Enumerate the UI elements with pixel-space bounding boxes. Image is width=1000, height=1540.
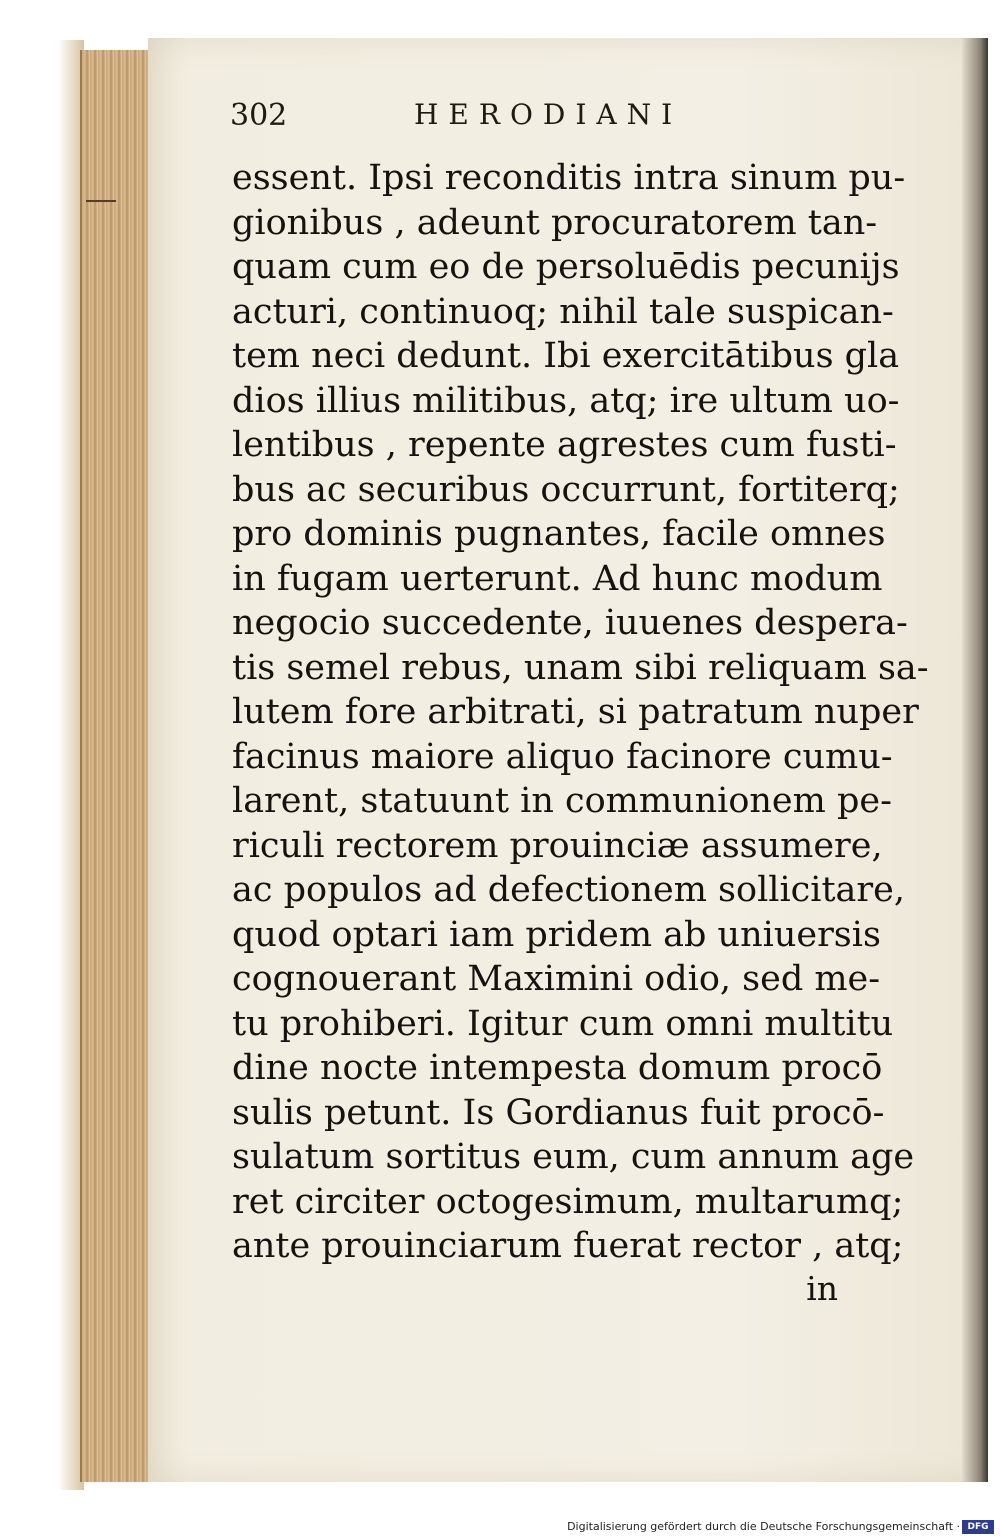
text-line: ac populos ad defectionem sollicitare, [232, 870, 905, 910]
edge-mark [86, 200, 116, 202]
text-line: bus ac securibus occurrunt, fortiterq; [232, 469, 900, 510]
text-line: pro dominis pugnantes, facile omnes [232, 514, 886, 554]
text-line: negocio succedente, iuuenes despera- [232, 603, 908, 643]
text-line: in fugam uerterunt. Ad hunc modum [232, 558, 883, 599]
text-line: ret circiter octogesimum, multarumq; [232, 1181, 904, 1222]
text-line: ante prouinciarum fuerat rector , atq; [232, 1226, 904, 1266]
text-line: acturi, continuoq; nihil tale suspican- [232, 291, 894, 332]
dfg-logo: DFG [962, 1520, 994, 1534]
text-line: quam cum eo de persoluēdis pecunijs [232, 247, 900, 287]
text-line: dine nocte intempesta domum procō [232, 1048, 883, 1088]
digitization-credit: Digitalisierung gefördert durch die Deutsche Forschungsgemeinschaft · [567, 1520, 960, 1533]
text-line: lutem fore arbitrati, si patratum nuper [232, 692, 919, 732]
text-line: larent, statuunt in communionem pe- [232, 781, 892, 821]
running-head-title: HERODIANI [414, 98, 683, 131]
text-line: dios illius militibus, atq; ire ultum uo- [232, 380, 900, 421]
text-line: riculi rectorem prouinciæ assumere, [232, 825, 883, 866]
page-edges [80, 50, 152, 1482]
text-block [232, 156, 929, 1309]
text-line: sulatum sortitus eum, cum annum age [232, 1137, 915, 1177]
text-line: tis semel rebus, unam sibi reliquam sa- [232, 647, 929, 688]
text-line: cognouerant Maximini odio, sed me- [232, 959, 881, 999]
text-line: essent. Ipsi reconditis intra sinum pu- [232, 158, 906, 198]
binding-gutter [962, 38, 988, 1482]
running-head [230, 92, 830, 142]
text-line: gionibus , adeunt procuratorem tan- [232, 202, 878, 243]
text-line: tem neci dedunt. Ibi exercitātibus gla [232, 336, 900, 376]
text-line: lentibus , repente agrestes cum fusti- [232, 425, 897, 465]
text-line: quod optari iam pridem ab uniuersis [232, 914, 881, 955]
text-line: tu prohiberi. Igitur cum omni multitu [232, 1003, 894, 1044]
catchword: in [806, 1268, 838, 1308]
text-line: facinus maiore aliquo facinore cumu- [232, 736, 893, 777]
text-line: sulis petunt. Is Gordianus fuit procō- [232, 1092, 885, 1133]
page-number: 302 [230, 98, 288, 133]
